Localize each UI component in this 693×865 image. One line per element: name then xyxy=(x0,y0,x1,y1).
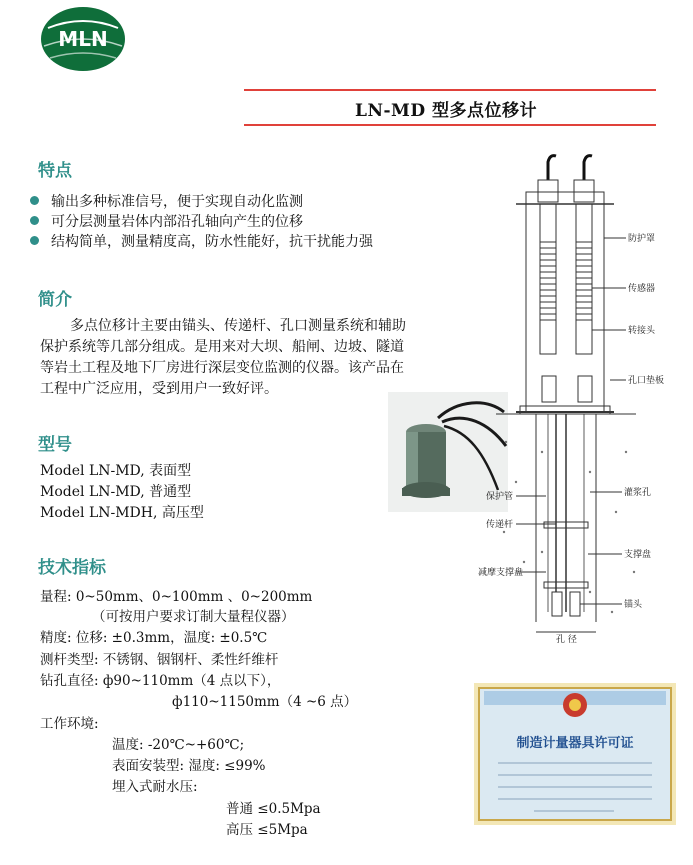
label-disc: 支撑盘 xyxy=(624,550,652,560)
spec-bore-diameter: 钻孔直径: ф90~110mm（4 点以下）， xyxy=(40,673,281,689)
intro-line: 等岩土工程及地下厂房进行深层变位监测的仪器。该产品在 xyxy=(40,360,404,376)
spec-embedded: 埋入式耐水压: xyxy=(112,779,198,795)
spec-bore-diameter-2: ф110~1150mm（4 ~6 点） xyxy=(172,694,358,710)
section-features: 特点 xyxy=(38,161,72,181)
certificate-title: 制造计量器具许可证 xyxy=(516,736,634,751)
company-logo xyxy=(40,6,126,72)
feature-text: 结构简单，测量精度高，防水性能好，抗干扰能力强 xyxy=(51,234,373,250)
intro-line: 多点位移计主要由锚头、传递杆、孔口测量系统和辅助 xyxy=(70,318,406,334)
label-tube: 保护管 xyxy=(486,492,514,502)
label-cover: 防护罩 xyxy=(628,234,656,244)
section-models: 型号 xyxy=(38,435,72,455)
bullet-icon xyxy=(30,196,39,205)
page-title: LN-MD 型多点位移计 xyxy=(354,101,538,121)
spec-accuracy: 精度: 位移: ±0.3mm，温度: ±0.5℃ xyxy=(40,630,268,646)
label-plate: 孔口垫板 xyxy=(628,376,665,386)
title-rule-top xyxy=(244,89,656,91)
label-grout: 灌浆孔 xyxy=(624,488,652,498)
spec-normal-pressure: 普通 ≤0.5Mpa xyxy=(226,801,321,817)
model-item: Model LN-MD, 普通型 xyxy=(40,484,192,500)
feature-item xyxy=(30,193,303,211)
intro-line: 保护系统等几部分组成。是用来对大坝、船闸、边坡、隧道 xyxy=(40,339,404,355)
model-item: Model LN-MDH, 高压型 xyxy=(40,505,204,521)
bullet-icon xyxy=(30,236,39,245)
intro-line: 工程中广泛应用，受到用户一致好评。 xyxy=(40,381,278,397)
spec-range-note: （可按用户要求订制大量程仪器） xyxy=(92,609,295,625)
bullet-icon xyxy=(30,216,39,225)
structure-diagram xyxy=(478,152,686,645)
spec-range: 量程: 0~50mm、0~100mm 、0~200mm xyxy=(40,589,313,605)
label-anchor: 锚头 xyxy=(624,600,643,610)
label-support: 减摩支撑盘 xyxy=(478,568,524,578)
certificate-image xyxy=(474,683,676,825)
feature-text: 输出多种标准信号，便于实现自动化监测 xyxy=(51,194,303,210)
section-intro: 简介 xyxy=(38,290,72,310)
feature-item xyxy=(30,213,303,231)
model-item: Model LN-MD, 表面型 xyxy=(40,463,192,479)
feature-item xyxy=(30,233,373,251)
spec-humidity: 表面安装型: 湿度: ≤99% xyxy=(112,758,266,774)
spec-rod-type: 测杆类型: 不锈钢、铟钢杆、柔性纤维杆 xyxy=(40,652,279,668)
spec-environment: 工作环境: xyxy=(40,716,99,732)
label-sensor: 传感器 xyxy=(628,284,656,294)
section-specs: 技术指标 xyxy=(38,558,106,578)
label-joint: 转接头 xyxy=(628,326,656,336)
spec-high-pressure: 高压 ≤5Mpa xyxy=(226,822,308,838)
feature-text: 可分层测量岩体内部沿孔轴向产生的位移 xyxy=(51,214,303,230)
spec-temperature: 温度: -20℃~+60℃; xyxy=(112,737,245,753)
label-bore: 孔 径 xyxy=(556,635,577,645)
title-rule-bottom xyxy=(244,124,656,126)
logo-text: MLN xyxy=(58,27,108,51)
label-rod: 传递杆 xyxy=(486,520,514,530)
